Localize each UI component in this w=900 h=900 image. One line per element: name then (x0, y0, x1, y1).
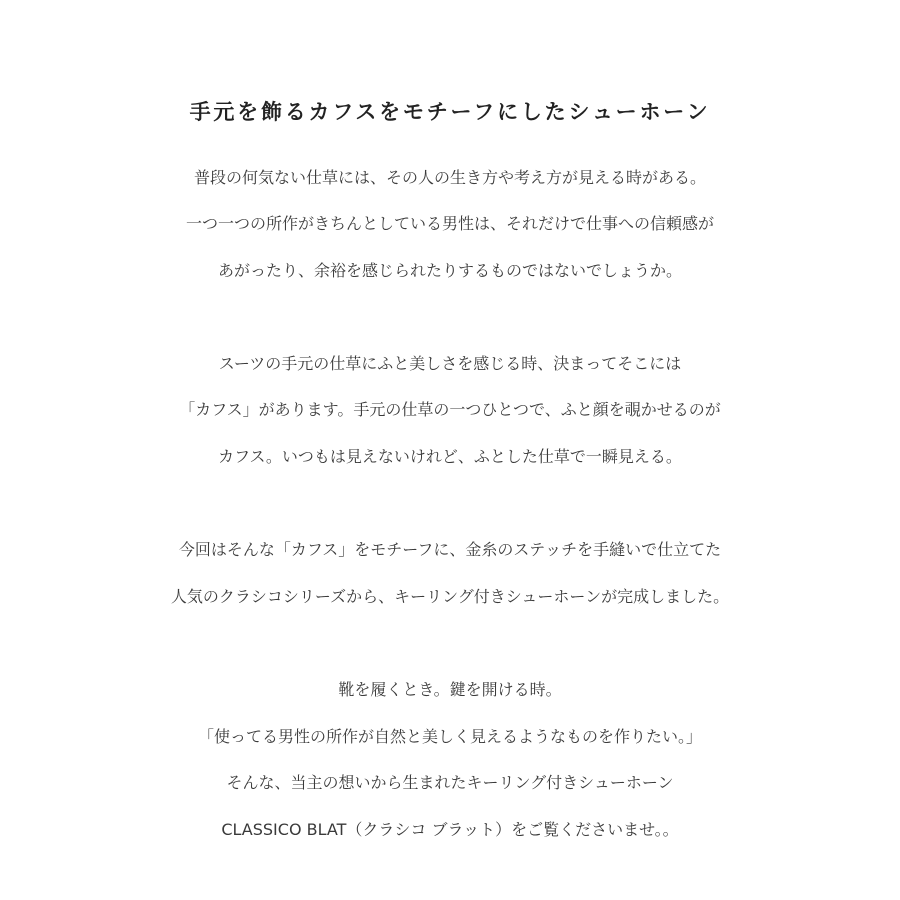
paragraph-4-line-4: CLASSICO BLAT（クラシコ ブラット）をご覧くださいませ。。 (221, 820, 679, 839)
paragraph-4-line-2: 「使ってる男性の所作が自然と美しく見えるようなものを作りたい。」 (197, 727, 702, 746)
paragraph-3-line-2: 人気のクラシコシリーズから、キーリング付きシューホーンが完成しました。 (170, 587, 730, 606)
paragraph-1-line-3: あがったり、余裕を感じられたりするものではないでしょうか。 (217, 261, 682, 280)
paragraph-4-line-3: そんな、当主の想いから生まれたキーリング付きシューホーン (226, 773, 674, 792)
paragraph-1-line-1: 普段の何気ない仕草には、その人の生き方や考え方が見える時がある。 (193, 168, 706, 187)
paragraph-3-line-1: 今回はそんな「カフス」をモチーフに、金糸のステッチを手縫いで仕立てた (178, 540, 722, 559)
paragraph-2-line-2: 「カフス」があります。手元の仕草の一つひとつで、ふと顔を覗かせるのが (179, 400, 721, 419)
paragraph-2-line-1: スーツの手元の仕草にふと美しさを感じる時、決まってそこには (218, 354, 682, 373)
page-title: 手元を飾るカフスをモチーフにしたシューホーン (189, 99, 711, 125)
paragraph-2-line-3: カフス。いつもは見えないけれど、ふとした仕草で一瞬見える。 (218, 447, 682, 466)
paragraph-4-line-1: 靴を履くとき。鍵を開ける時。 (338, 680, 562, 699)
paragraph-1-line-2: 一つ一つの所作がきちんとしている男性は、それだけで仕事への信頼感が (185, 214, 714, 233)
